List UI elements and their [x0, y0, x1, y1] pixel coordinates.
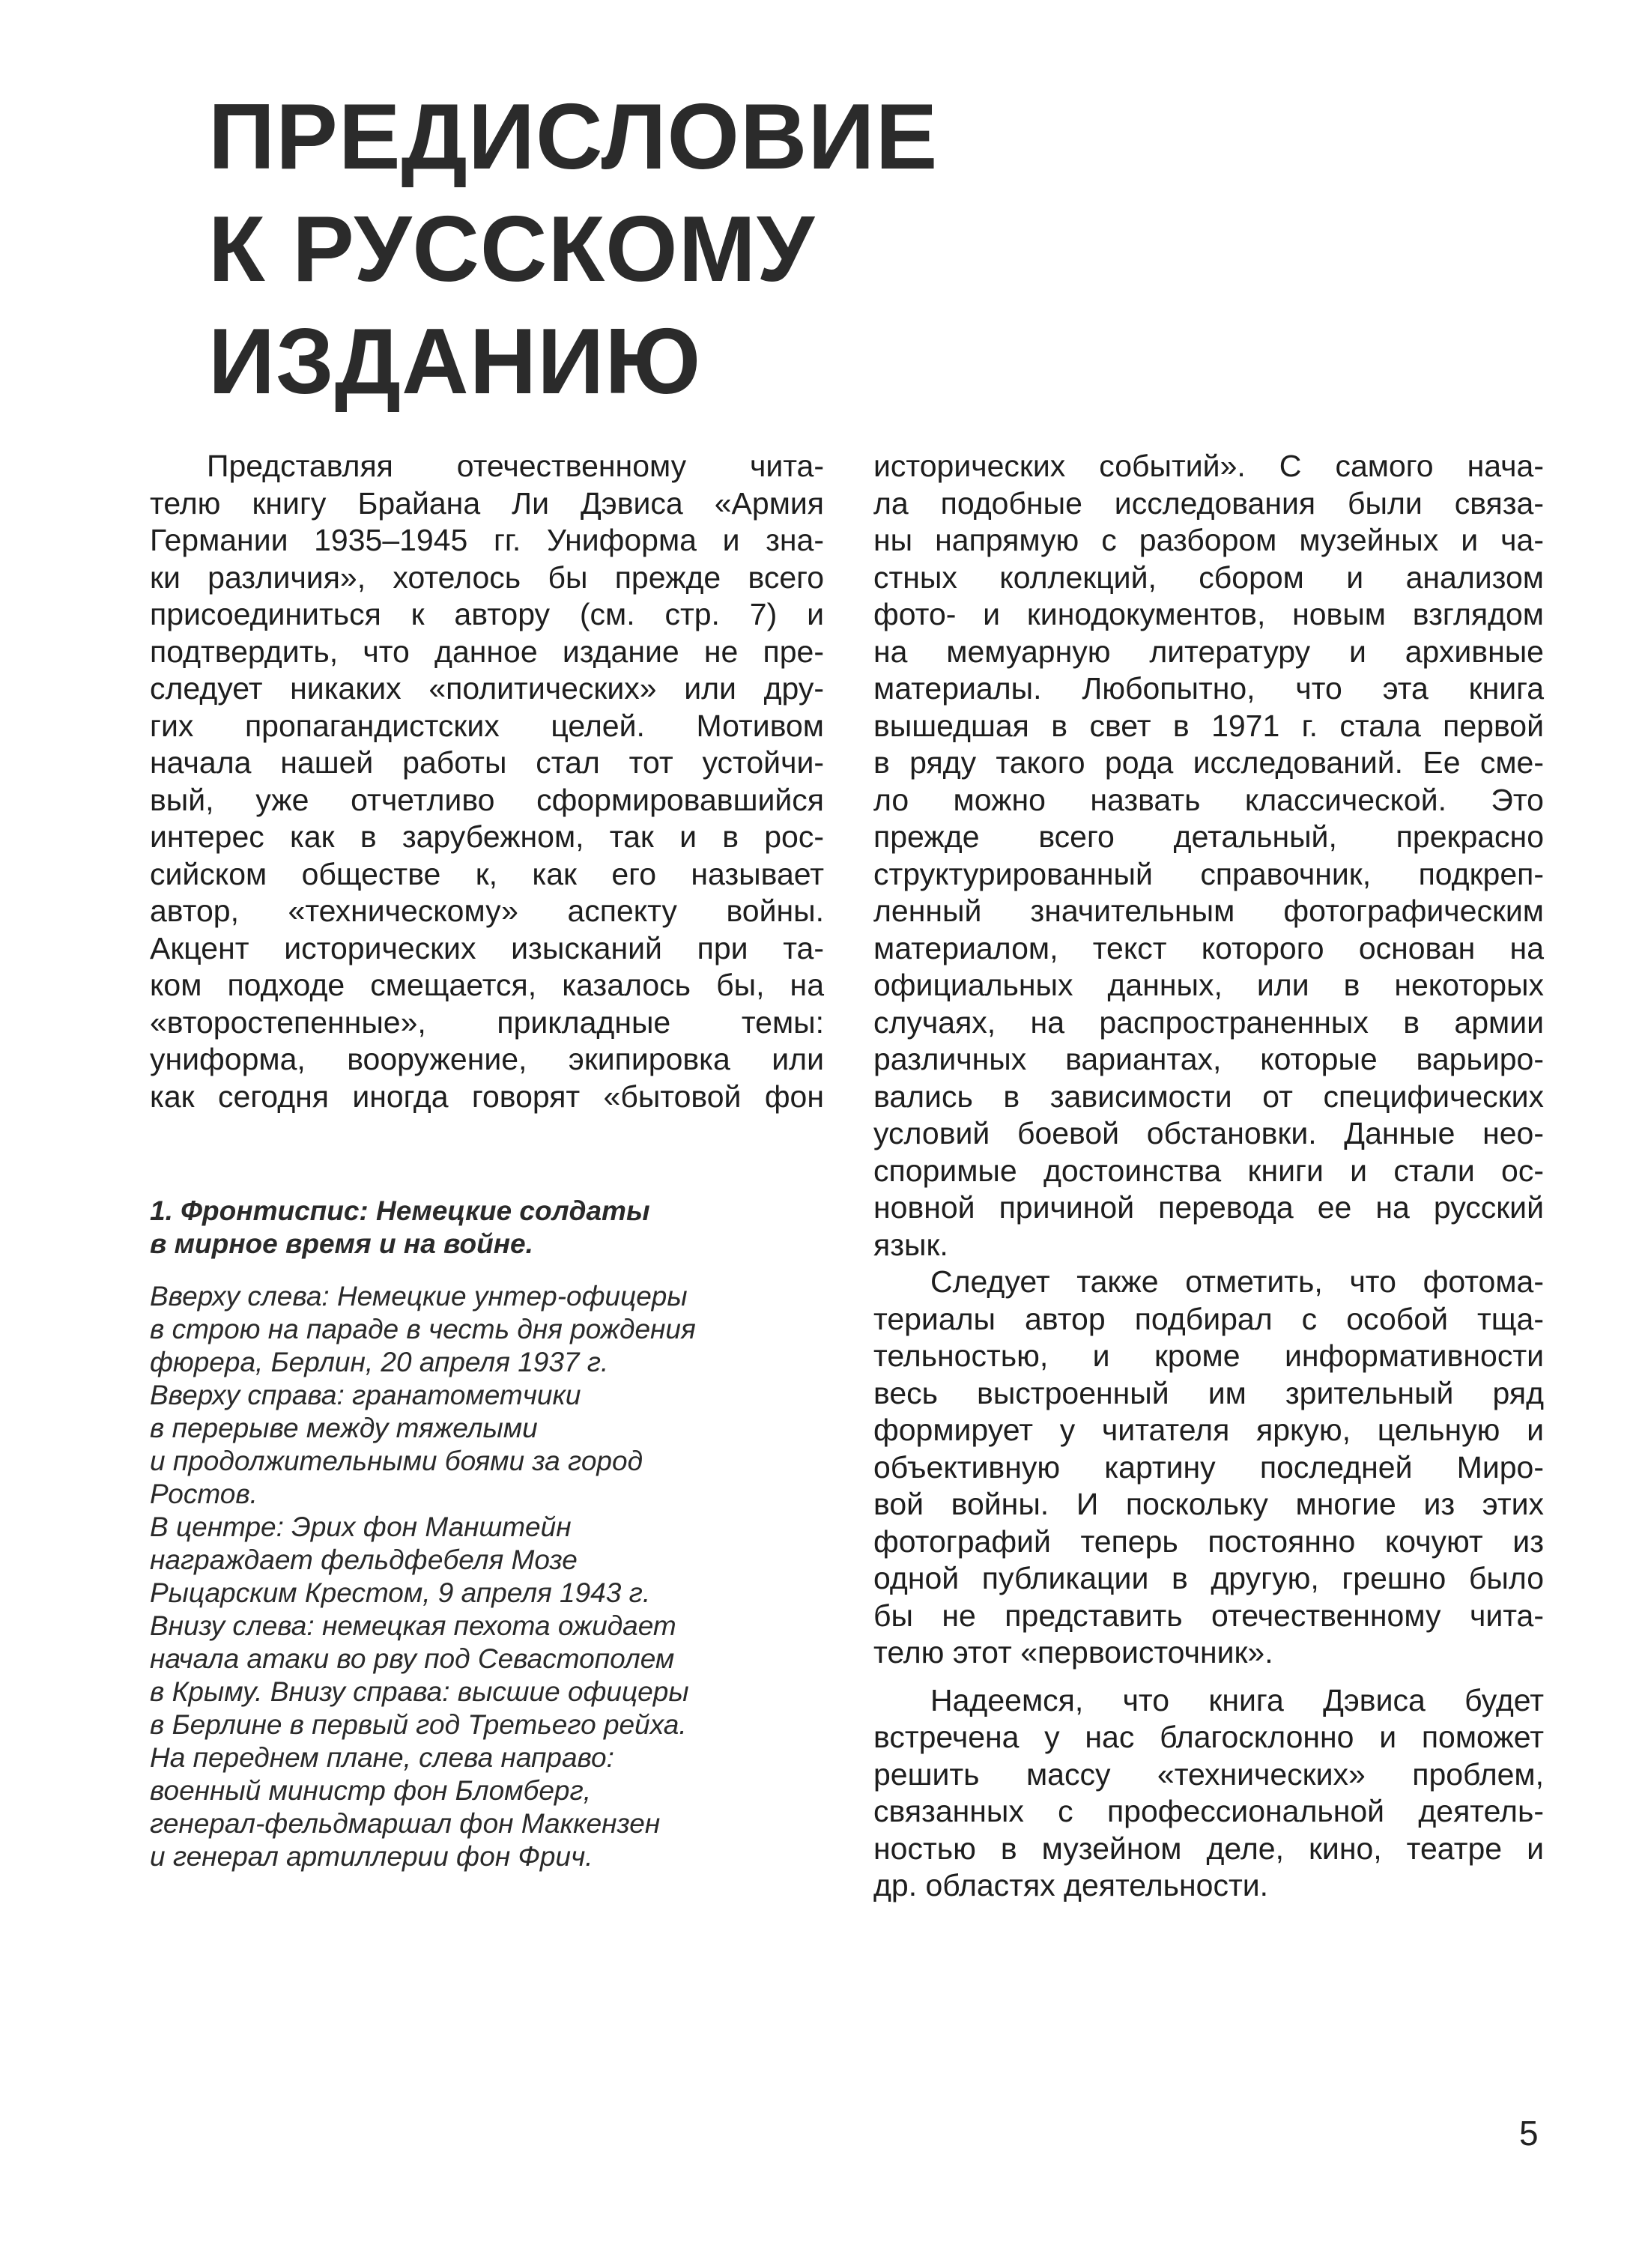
text-line: сийском обществе к, как его называет	[150, 856, 824, 891]
text-line: материалы. Любопытно, что эта книга	[873, 671, 1544, 706]
text-line: решить массу «технических» проблем,	[873, 1756, 1544, 1792]
text-line: новной причиной перевода ее на русский	[873, 1190, 1544, 1225]
caption-line: и генерал артиллерии фон Фрич.	[150, 1841, 593, 1872]
text-line: присоединиться к автору (см. стр. 7) и	[150, 597, 824, 631]
text-line: вались в зависимости от специфических	[873, 1079, 1544, 1114]
frontispiece-caption	[150, 1195, 824, 1873]
text-line: условий боевой обстановки. Данные нео-	[873, 1116, 1544, 1150]
caption-line: военный министр фон Бломберг,	[150, 1775, 592, 1806]
text-line: начала нашей работы стал тот устойчи-	[150, 745, 824, 780]
caption-title-line: 1. Фронтиспис: Немецкие солдаты	[150, 1195, 650, 1226]
page-number: 5	[1519, 2114, 1539, 2153]
text-line: формирует у читателя яркую, цельную и	[873, 1413, 1544, 1447]
text-line: исторических событий». С самого нача-	[873, 449, 1544, 483]
caption-line: В центре: Эрих фон Манштейн	[150, 1512, 572, 1542]
text-line: униформа, вооружение, экипировка или	[150, 1042, 824, 1076]
caption-line: Ростов.	[150, 1479, 258, 1509]
text-line: «второстепенные», прикладные темы:	[150, 1004, 824, 1040]
caption-line: награждает фельдфебеля Мозе	[150, 1544, 578, 1575]
caption-line: Вверху справа: гранатометчики	[150, 1380, 581, 1410]
text-line: териалы автор подбирал с особой тща-	[873, 1301, 1544, 1336]
paragraph-photo-materials	[873, 1264, 1544, 1672]
caption-line: генерал-фельдмаршал фон Маккензен	[150, 1808, 661, 1839]
text-line: ленный значительным фотографическим	[873, 894, 1544, 928]
text-line: ло можно назвать классической. Это	[873, 782, 1544, 817]
title-line: ПРЕДИСЛОВИЕ	[208, 85, 939, 189]
text-line: бы не представить отечественному чита-	[873, 1598, 1544, 1633]
text-line: подтвердить, что данное издание не пре-	[150, 634, 824, 669]
caption-line: Вверху слева: Немецкие унтер-офицеры	[150, 1281, 688, 1312]
caption-line: Внизу слева: немецкая пехота ожидает	[150, 1610, 676, 1641]
title-line: К РУССКОМУ	[208, 198, 816, 301]
text-line: следует никаких «политических» или дру-	[150, 671, 824, 706]
caption-line: в Берлине в первый год Третьего рейха.	[150, 1709, 687, 1740]
caption-line: в строю на параде в честь дня рождения	[150, 1314, 696, 1344]
text-line: в ряду такого рода исследований. Ее сме-	[873, 745, 1544, 780]
text-line: Надеемся, что книга Дэвиса будет	[930, 1682, 1544, 1717]
text-line: др. областях деятельности.	[873, 1868, 1269, 1902]
text-line: как сегодня иногда говорят «бытовой фон	[150, 1079, 824, 1114]
text-line: Германии 1935–1945 гг. Униформа и зна-	[150, 523, 824, 557]
page-title	[208, 81, 1032, 418]
text-line: прежде всего детальный, прекрасно	[873, 819, 1544, 854]
text-line: споримые достоинства книги и стали ос-	[873, 1153, 1544, 1188]
text-line: структурированный справочник, подкреп-	[873, 856, 1544, 891]
caption-line: На переднем плане, слева направо:	[150, 1742, 614, 1773]
title-line: ИЗДАНИЮ	[208, 310, 702, 413]
text-line: Акцент исторических изысканий при та-	[150, 930, 824, 965]
text-line: гих пропагандистских целей. Мотивом	[150, 708, 824, 743]
caption-line: начала атаки во рву под Севастополем	[150, 1643, 675, 1674]
text-line: ки различия», хотелось бы прежде всего	[150, 560, 824, 595]
text-line: случаях, на распространенных в армии	[873, 1004, 1544, 1040]
text-line: весь выстроенный им зрительный ряд	[873, 1375, 1544, 1410]
text-line: на мемуарную литературу и архивные	[873, 634, 1544, 669]
paragraph-gap	[873, 1672, 1544, 1682]
caption-line: в перерыве между тяжелыми	[150, 1413, 538, 1443]
left-column-body	[150, 448, 824, 1115]
text-line: интерес как в зарубежном, так и в рос-	[150, 819, 824, 854]
caption-line: и продолжительными боями за город	[150, 1446, 643, 1476]
caption-line: фюрера, Берлин, 20 апреля 1937 г.	[150, 1347, 609, 1377]
paragraph-closing	[873, 1682, 1544, 1905]
text-line: ком подходе смещается, казалось бы, на	[150, 968, 824, 1002]
caption-title-line: в мирное время и на войне.	[150, 1228, 533, 1259]
text-line: материалом, текст которого основан на	[873, 930, 1544, 965]
text-line: ла подобные исследования были связа-	[873, 485, 1544, 521]
text-line: фотографий теперь постоянно кочуют из	[873, 1523, 1544, 1559]
text-line: ны напрямую с разбором музейных и ча-	[873, 523, 1544, 557]
text-line: объективную картину последней Миро-	[873, 1449, 1544, 1485]
text-line: телю этот «первоисточник».	[873, 1635, 1273, 1670]
text-line: встречена у нас благосклонно и поможет	[873, 1720, 1544, 1754]
right-column	[873, 448, 1544, 1905]
text-line: вой войны. И поскольку многие из этих	[873, 1487, 1544, 1521]
text-line: фото- и кинодокументов, новым взглядом	[873, 597, 1544, 631]
paragraph-continuation	[873, 448, 1544, 1264]
text-line: язык.	[873, 1227, 948, 1262]
text-line: различных вариантах, которые варьиро-	[873, 1042, 1544, 1076]
text-line: официальных данных, или в некоторых	[873, 968, 1544, 1002]
text-line: Следует также отметить, что фотома-	[930, 1264, 1544, 1299]
text-line: автор, «техническому» аспекту войны.	[150, 894, 824, 928]
text-line: ностью в музейном деле, кино, театре и	[873, 1831, 1544, 1866]
text-line: вый, уже отчетливо сформировавшийся	[150, 782, 824, 817]
text-line: одной публикации в другую, грешно было	[873, 1561, 1544, 1595]
caption-line: в Крыму. Внизу справа: высшие офицеры	[150, 1676, 689, 1707]
text-line: связанных с профессиональной деятель-	[873, 1794, 1544, 1828]
text-line: телю книгу Брайана Ли Дэвиса «Армия	[150, 485, 824, 521]
text-line: стных коллекций, сбором и анализом	[873, 560, 1544, 595]
text-line: вышедшая в свет в 1971 г. стала первой	[873, 708, 1544, 743]
text-line: Представляя отечественному чита-	[207, 449, 824, 483]
caption-gap	[150, 1261, 824, 1280]
caption-line: Рыцарским Крестом, 9 апреля 1943 г.	[150, 1577, 651, 1608]
text-line: тельностью, и кроме информативности	[873, 1338, 1544, 1373]
